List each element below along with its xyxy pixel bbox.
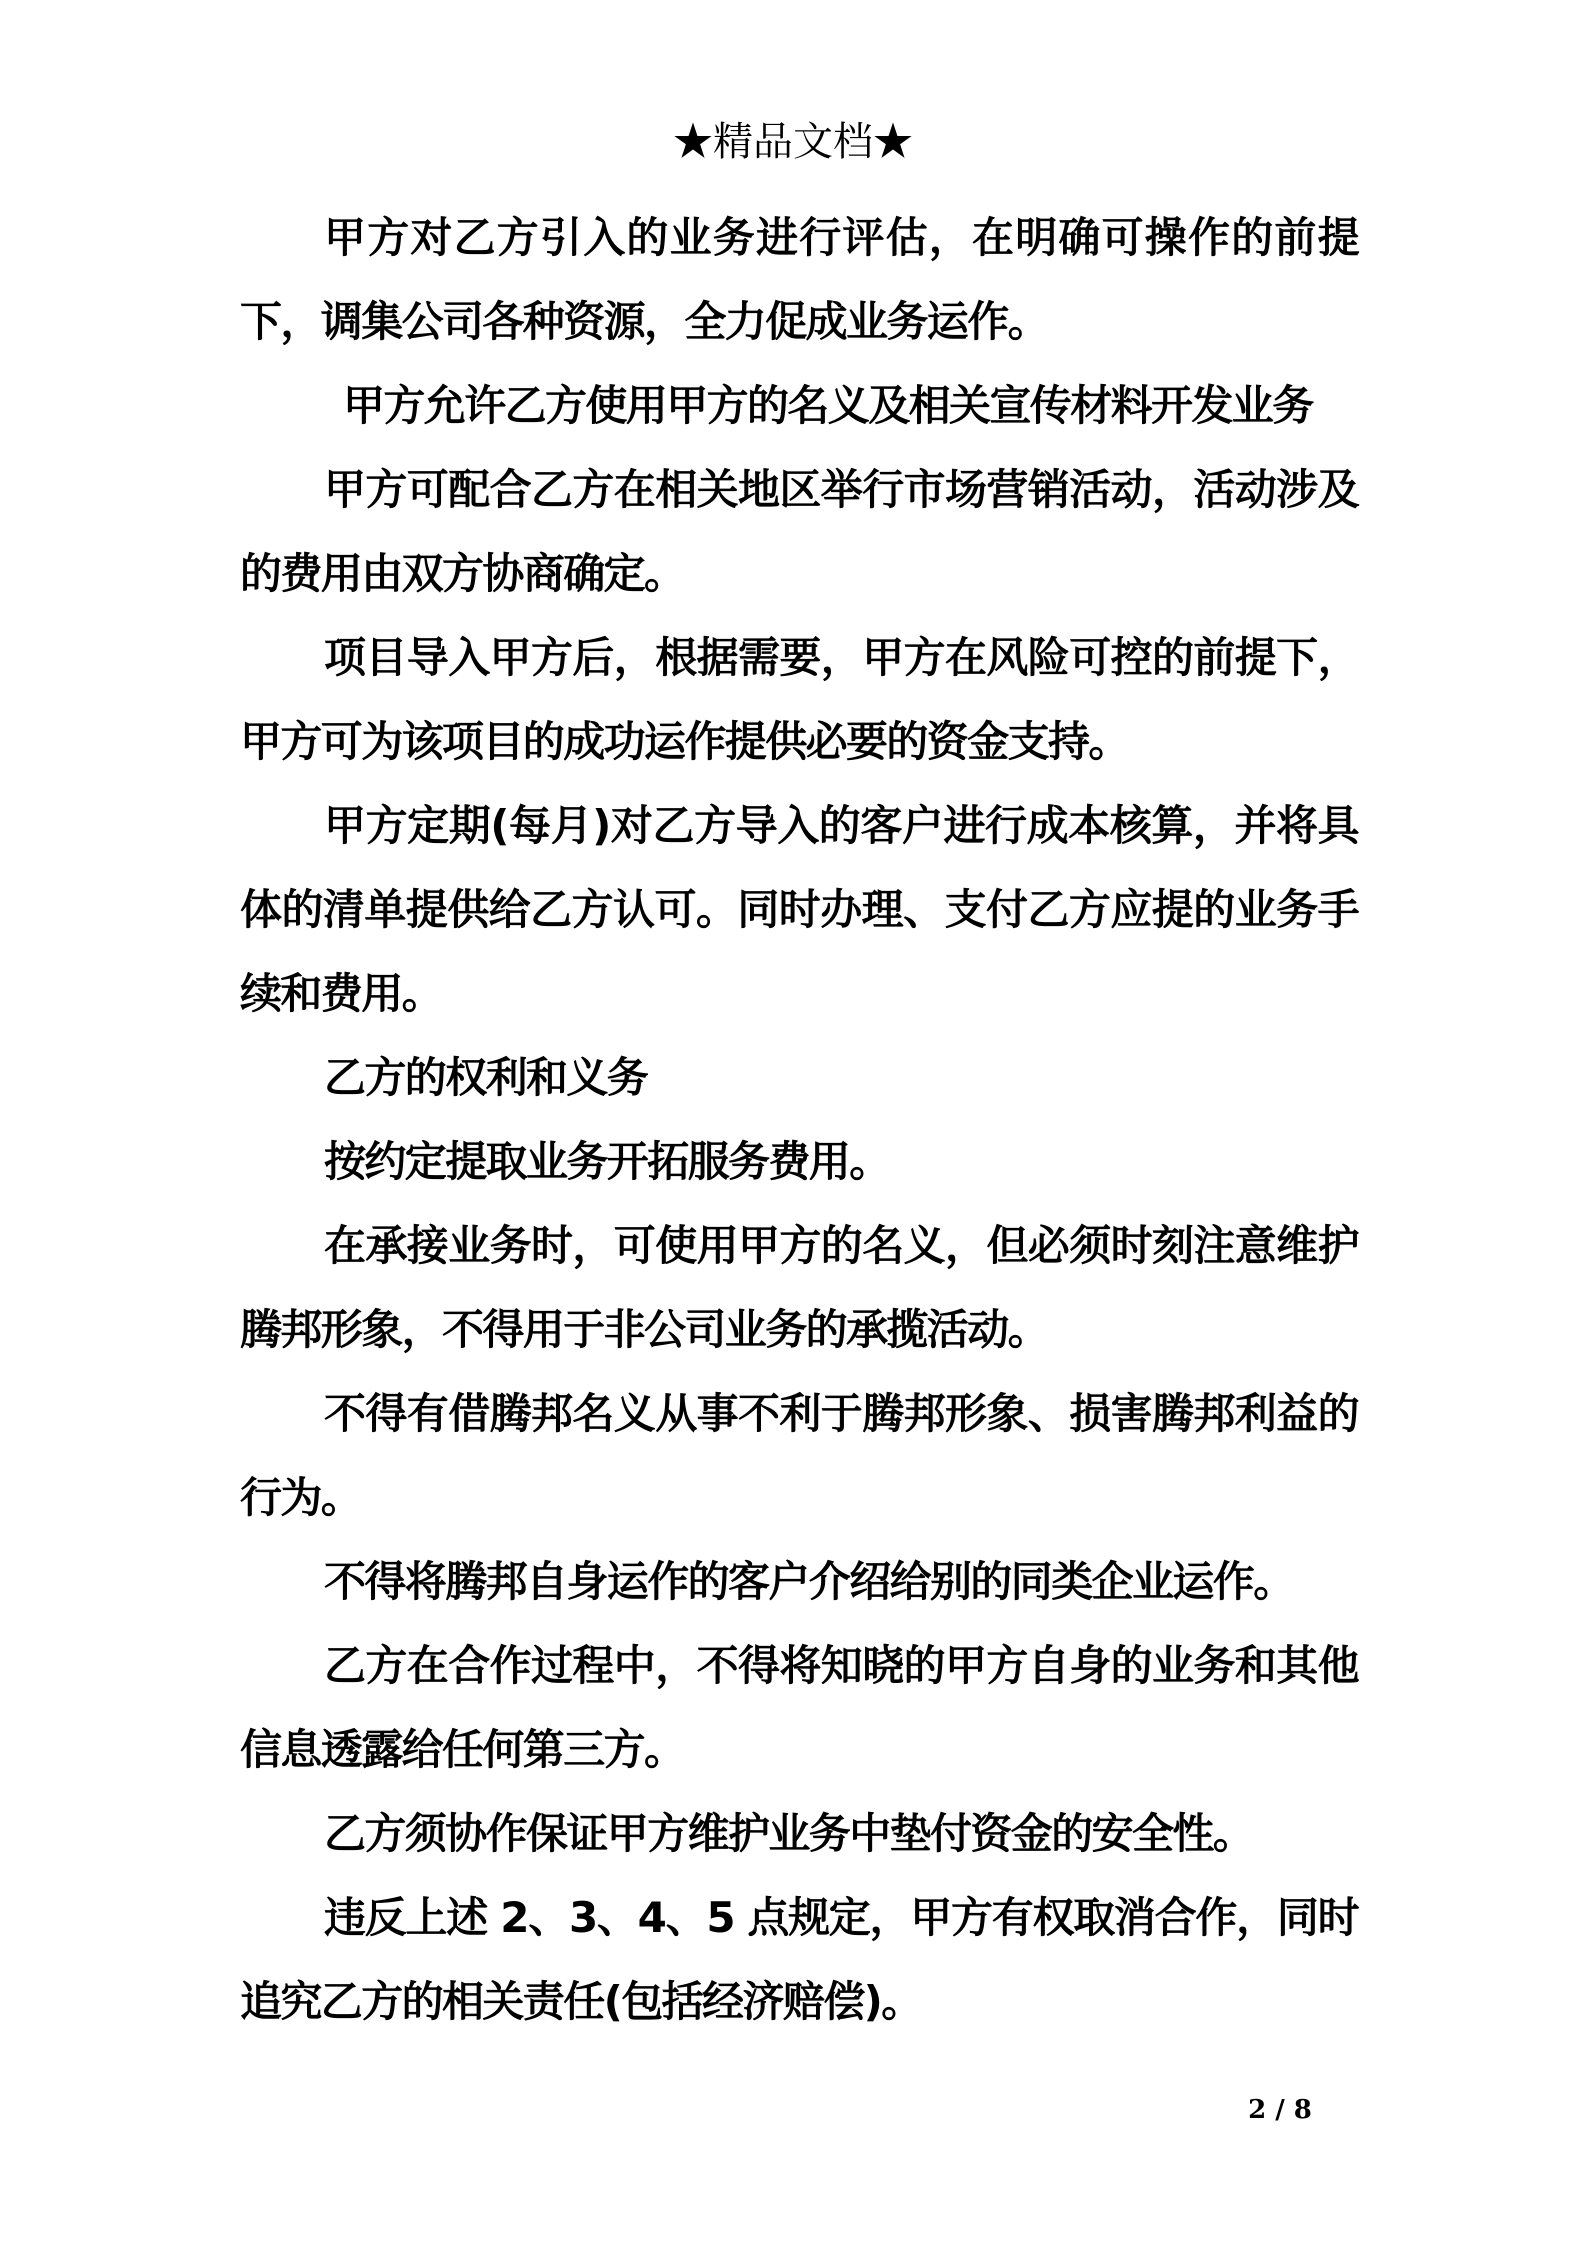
paragraph-service-fees: 按约定提取业务开拓服务费用。: [324, 1137, 890, 1186]
paragraph-cost-accounting: 甲方定期(每月)对乙方导入的客户进行成本核算，并将具体的清单提供给乙方认可。同时办理、支付乙方应提的业务手续和费用。: [240, 801, 1358, 1018]
paragraph-allow-name-use: 甲方允许乙方使用甲方的名义及相关宣传材料开发业务: [343, 381, 1313, 430]
paragraph-evaluate-business: 甲方对乙方引入的业务进行评估，在明确可操作的前提下，调集公司各种资源，全力促成业务运作。: [240, 213, 1358, 346]
paragraph-confidentiality: 乙方在合作过程中，不得将知晓的甲方自身的业务和其他信息透露给任何第三方。: [240, 1641, 1358, 1774]
paragraph-no-damaging-behavior: 不得有借腾邦名义从事不利于腾邦形象、损害腾邦利益的行为。: [240, 1389, 1358, 1522]
paragraph-no-client-referral: 不得将腾邦自身运作的客户介绍给别的同类企业运作。: [324, 1557, 1294, 1606]
section-heading-rights-obligations: 乙方的权利和义务: [324, 1053, 648, 1102]
document-header-title: ★精品文档★: [673, 119, 913, 165]
paragraph-violation-clause: 违反上述 2、3、4、5 点规定，甲方有权取消合作，同时追究乙方的相关责任(包括经济赔偿)。: [240, 1893, 1358, 2026]
paragraph-use-of-name: 在承接业务时，可使用甲方的名义，但必须时刻注意维护腾邦形象，不得用于非公司业务的承揽活动。: [240, 1221, 1358, 1354]
document-body: [240, 196, 1358, 2044]
paragraph-marketing-activities: 甲方可配合乙方在相关地区举行市场营销活动，活动涉及的费用由双方协商确定。: [240, 465, 1358, 598]
paragraph-funding-support: 项目导入甲方后，根据需要，甲方在风险可控的前提下，甲方可为该项目的成功运作提供必要的资金支持。: [240, 633, 1358, 766]
paragraph-fund-safety: 乙方须协作保证甲方维护业务中垫付资金的安全性。: [324, 1809, 1254, 1858]
page-number: 2 / 8: [1248, 2095, 1312, 2125]
